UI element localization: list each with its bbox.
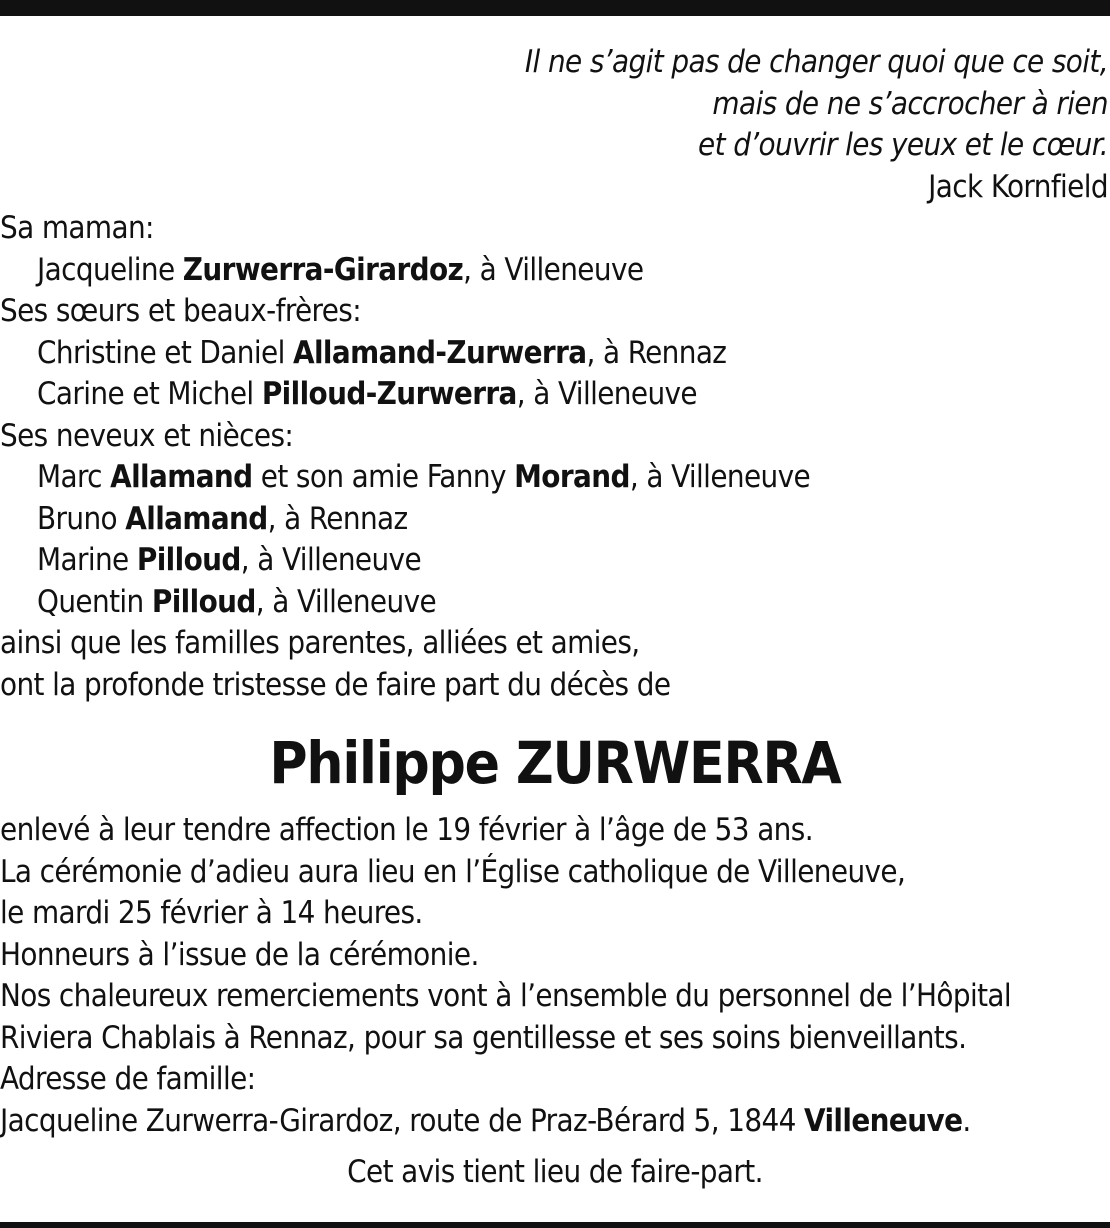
address-period: . <box>962 1102 971 1139</box>
member-first-name: Marc <box>37 459 111 495</box>
detail-line: Honneurs à l’issue de la cérémonie. <box>0 936 479 973</box>
member-place: , à Rennaz <box>586 334 727 371</box>
family-member <box>0 374 1110 416</box>
detail-line: enlevé à leur tendre affection le 19 février à l’âge de 53 ans. <box>0 812 813 848</box>
member-first-name: Bruno <box>37 500 126 537</box>
member-surname: Pilloud <box>151 583 256 620</box>
member-surname: Allamand-Zurwerra <box>293 334 587 371</box>
member-place: , à Villeneuve <box>240 542 422 578</box>
detail-line: le mardi 25 février à 14 heures. <box>0 895 423 931</box>
member-partner-surname: Morand <box>514 459 630 495</box>
member-first-name: Marine <box>37 542 137 578</box>
nephews-heading: Ses neveux et nièces: <box>0 417 294 454</box>
member-partner-text: et son amie Fanny <box>252 459 515 495</box>
member-surname: Pilloud-Zurwerra <box>261 376 517 412</box>
quote-line: mais de ne s’accrocher à rien <box>712 85 1108 122</box>
epigraph-quote <box>0 42 1110 208</box>
member-first-name: Carine et Michel <box>37 376 262 412</box>
member-first-name: Christine et Daniel <box>37 334 293 371</box>
member-surname: Pilloud <box>136 542 241 578</box>
member-first-name: Jacqueline <box>37 251 183 288</box>
family-member <box>0 582 1110 624</box>
member-surname: Zurwerra-Girardoz <box>182 251 464 288</box>
member-place: , à Rennaz <box>267 500 408 537</box>
family-member <box>0 333 1110 375</box>
member-place: , à Villeneuve <box>255 583 437 620</box>
member-place: , à Villeneuve <box>516 376 697 412</box>
member-place: , à Villeneuve <box>463 251 644 288</box>
member-surname: Allamand <box>110 459 253 495</box>
detail-line: Nos chaleureux remerciements vont à l’ensemble du personnel de l’Hôpital <box>0 978 1012 1014</box>
family-address <box>0 1101 1110 1143</box>
ceremony-details <box>0 810 1110 1142</box>
relatives-line: ainsi que les familles parentes, alliées et amies, <box>0 625 640 661</box>
member-first-name: Quentin <box>37 583 152 620</box>
announcement-line: ont la profonde tristesse de faire part du décès de <box>0 666 671 703</box>
deceased-name: Philippe ZURWERRA <box>269 729 841 797</box>
quote-line: Il ne s’agit pas de changer quoi que ce soit, <box>524 44 1108 80</box>
bottom-border <box>0 1222 1110 1228</box>
quote-author: Jack Kornfield <box>928 168 1108 205</box>
family-member <box>0 540 1110 582</box>
obituary-notice <box>0 42 1110 1194</box>
address-heading: Adresse de famille: <box>0 1061 256 1097</box>
family-member <box>0 499 1110 541</box>
member-place: , à Villeneuve <box>629 459 811 495</box>
member-surname: Allamand <box>125 500 268 537</box>
detail-line: La cérémonie d’adieu aura lieu en l’Église catholique de Villeneuve, <box>0 853 906 890</box>
mother-heading: Sa maman: <box>0 210 154 246</box>
detail-line: Riviera Chablais à Rennaz, pour sa gentillesse et ses soins bienveillants. <box>0 1019 967 1056</box>
quote-line: et d’ouvrir les yeux et le cœur. <box>698 127 1108 163</box>
top-border <box>0 0 1110 16</box>
footer-note: Cet avis tient lieu de faire-part. <box>347 1154 763 1190</box>
family-member <box>0 250 1110 292</box>
sisters-heading: Ses sœurs et beaux-frères: <box>0 293 362 329</box>
address-text: Jacqueline Zurwerra-Girardoz, route de Praz-Bérard 5, 1844 <box>0 1102 805 1139</box>
family-member <box>0 457 1110 499</box>
family-list <box>0 208 1110 706</box>
address-town: Villeneuve <box>804 1102 963 1139</box>
